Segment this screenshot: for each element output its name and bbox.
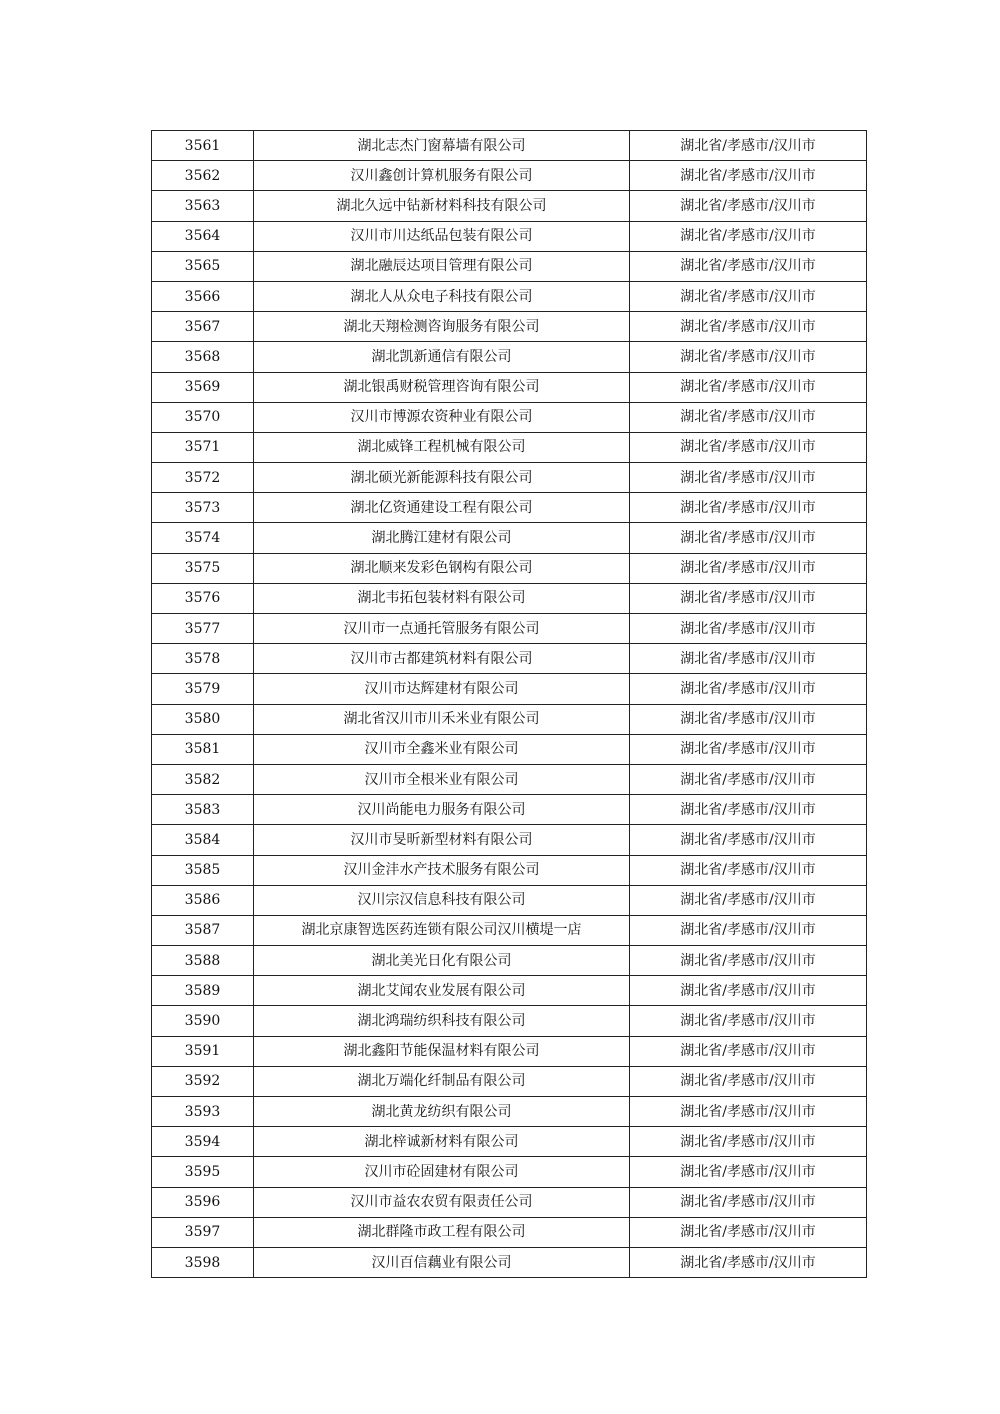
region-cell: 湖北省/孝感市/汉川市	[630, 221, 867, 251]
table-row	[152, 764, 867, 794]
region-cell: 湖北省/孝感市/汉川市	[630, 1247, 867, 1277]
company-name-cell: 汉川百信藕业有限公司	[254, 1247, 630, 1277]
table-row	[152, 1097, 867, 1127]
row-number-cell: 3565	[152, 251, 254, 281]
row-number-cell: 3593	[152, 1097, 254, 1127]
company-name-cell: 湖北亿资通建设工程有限公司	[254, 493, 630, 523]
row-number-cell: 3585	[152, 855, 254, 885]
row-number-cell: 3580	[152, 704, 254, 734]
company-name-cell: 湖北万端化纤制品有限公司	[254, 1066, 630, 1096]
company-name-cell: 湖北硕光新能源科技有限公司	[254, 463, 630, 493]
table-row	[152, 1127, 867, 1157]
company-name-cell: 湖北银禹财税管理咨询有限公司	[254, 372, 630, 402]
row-number-cell: 3589	[152, 976, 254, 1006]
region-cell: 湖北省/孝感市/汉川市	[630, 583, 867, 613]
region-cell: 湖北省/孝感市/汉川市	[630, 825, 867, 855]
table-row	[152, 885, 867, 915]
row-number-cell: 3566	[152, 281, 254, 311]
row-number-cell: 3590	[152, 1006, 254, 1036]
row-number-cell: 3562	[152, 161, 254, 191]
region-cell: 湖北省/孝感市/汉川市	[630, 915, 867, 945]
region-cell: 湖北省/孝感市/汉川市	[630, 1217, 867, 1247]
region-cell: 湖北省/孝感市/汉川市	[630, 764, 867, 794]
company-name-cell: 汉川市全鑫米业有限公司	[254, 734, 630, 764]
region-cell: 湖北省/孝感市/汉川市	[630, 342, 867, 372]
company-list-table	[151, 130, 867, 1278]
company-name-cell: 湖北腾江建材有限公司	[254, 523, 630, 553]
table-row	[152, 644, 867, 674]
company-name-cell: 湖北黄龙纺织有限公司	[254, 1097, 630, 1127]
region-cell: 湖北省/孝感市/汉川市	[630, 1066, 867, 1096]
table-row	[152, 281, 867, 311]
row-number-cell: 3574	[152, 523, 254, 553]
row-number-cell: 3598	[152, 1247, 254, 1277]
row-number-cell: 3561	[152, 131, 254, 161]
region-cell: 湖北省/孝感市/汉川市	[630, 1127, 867, 1157]
region-cell: 湖北省/孝感市/汉川市	[630, 885, 867, 915]
table-row	[152, 402, 867, 432]
region-cell: 湖北省/孝感市/汉川市	[630, 281, 867, 311]
company-name-cell: 湖北志杰门窗幕墙有限公司	[254, 131, 630, 161]
company-name-cell: 汉川市古都建筑材料有限公司	[254, 644, 630, 674]
table-row	[152, 674, 867, 704]
company-name-cell: 湖北艾闻农业发展有限公司	[254, 976, 630, 1006]
company-name-cell: 湖北人从众电子科技有限公司	[254, 281, 630, 311]
table-row	[152, 553, 867, 583]
table-row	[152, 825, 867, 855]
region-cell: 湖北省/孝感市/汉川市	[630, 191, 867, 221]
company-name-cell: 汉川市达辉建材有限公司	[254, 674, 630, 704]
row-number-cell: 3572	[152, 463, 254, 493]
company-name-cell: 湖北久远中钻新材料科技有限公司	[254, 191, 630, 221]
row-number-cell: 3591	[152, 1036, 254, 1066]
row-number-cell: 3563	[152, 191, 254, 221]
company-name-cell: 汉川鑫创计算机服务有限公司	[254, 161, 630, 191]
table-row	[152, 191, 867, 221]
table-row	[152, 161, 867, 191]
table-row	[152, 432, 867, 462]
company-name-cell: 汉川金沣水产技术服务有限公司	[254, 855, 630, 885]
row-number-cell: 3577	[152, 614, 254, 644]
table-row	[152, 734, 867, 764]
table-row	[152, 493, 867, 523]
company-name-cell: 汉川市博源农资种业有限公司	[254, 402, 630, 432]
company-name-cell: 湖北省汉川市川禾米业有限公司	[254, 704, 630, 734]
row-number-cell: 3592	[152, 1066, 254, 1096]
table-body	[152, 131, 867, 1278]
table-row	[152, 614, 867, 644]
row-number-cell: 3571	[152, 432, 254, 462]
region-cell: 湖北省/孝感市/汉川市	[630, 855, 867, 885]
row-number-cell: 3597	[152, 1217, 254, 1247]
table-row	[152, 372, 867, 402]
table-row	[152, 251, 867, 281]
region-cell: 湖北省/孝感市/汉川市	[630, 312, 867, 342]
region-cell: 湖北省/孝感市/汉川市	[630, 704, 867, 734]
row-number-cell: 3579	[152, 674, 254, 704]
region-cell: 湖北省/孝感市/汉川市	[630, 734, 867, 764]
region-cell: 湖北省/孝感市/汉川市	[630, 1157, 867, 1187]
row-number-cell: 3575	[152, 553, 254, 583]
region-cell: 湖北省/孝感市/汉川市	[630, 251, 867, 281]
region-cell: 湖北省/孝感市/汉川市	[630, 1187, 867, 1217]
table-row	[152, 583, 867, 613]
region-cell: 湖北省/孝感市/汉川市	[630, 976, 867, 1006]
region-cell: 湖北省/孝感市/汉川市	[630, 946, 867, 976]
company-name-cell: 汉川市旻昕新型材料有限公司	[254, 825, 630, 855]
table-row	[152, 221, 867, 251]
company-name-cell: 汉川尚能电力服务有限公司	[254, 795, 630, 825]
company-name-cell: 湖北融辰达项目管理有限公司	[254, 251, 630, 281]
row-number-cell: 3596	[152, 1187, 254, 1217]
table-row	[152, 704, 867, 734]
row-number-cell: 3588	[152, 946, 254, 976]
table-row	[152, 795, 867, 825]
row-number-cell: 3584	[152, 825, 254, 855]
table-row	[152, 946, 867, 976]
region-cell: 湖北省/孝感市/汉川市	[630, 553, 867, 583]
table-row	[152, 131, 867, 161]
row-number-cell: 3586	[152, 885, 254, 915]
company-name-cell: 汉川市川达纸品包装有限公司	[254, 221, 630, 251]
company-name-cell: 湖北群隆市政工程有限公司	[254, 1217, 630, 1247]
company-name-cell: 湖北鸿瑞纺织科技有限公司	[254, 1006, 630, 1036]
company-name-cell: 湖北凯新通信有限公司	[254, 342, 630, 372]
company-name-cell: 湖北鑫阳节能保温材料有限公司	[254, 1036, 630, 1066]
region-cell: 湖北省/孝感市/汉川市	[630, 493, 867, 523]
row-number-cell: 3581	[152, 734, 254, 764]
region-cell: 湖北省/孝感市/汉川市	[630, 161, 867, 191]
table-row	[152, 915, 867, 945]
table-row	[152, 1157, 867, 1187]
region-cell: 湖北省/孝感市/汉川市	[630, 614, 867, 644]
table-row	[152, 523, 867, 553]
region-cell: 湖北省/孝感市/汉川市	[630, 432, 867, 462]
company-name-cell: 湖北梓诚新材料有限公司	[254, 1127, 630, 1157]
row-number-cell: 3594	[152, 1127, 254, 1157]
row-number-cell: 3578	[152, 644, 254, 674]
company-name-cell: 汉川市益农农贸有限责任公司	[254, 1187, 630, 1217]
region-cell: 湖北省/孝感市/汉川市	[630, 674, 867, 704]
table-row	[152, 342, 867, 372]
table-row	[152, 976, 867, 1006]
row-number-cell: 3569	[152, 372, 254, 402]
region-cell: 湖北省/孝感市/汉川市	[630, 1036, 867, 1066]
row-number-cell: 3582	[152, 764, 254, 794]
company-name-cell: 湖北天翔检测咨询服务有限公司	[254, 312, 630, 342]
row-number-cell: 3564	[152, 221, 254, 251]
region-cell: 湖北省/孝感市/汉川市	[630, 795, 867, 825]
company-name-cell: 汉川市一点通托管服务有限公司	[254, 614, 630, 644]
company-name-cell: 汉川市全根米业有限公司	[254, 764, 630, 794]
region-cell: 湖北省/孝感市/汉川市	[630, 1006, 867, 1036]
row-number-cell: 3570	[152, 402, 254, 432]
table-row	[152, 312, 867, 342]
row-number-cell: 3568	[152, 342, 254, 372]
table-row	[152, 463, 867, 493]
table-row	[152, 855, 867, 885]
company-name-cell: 湖北韦拓包装材料有限公司	[254, 583, 630, 613]
region-cell: 湖北省/孝感市/汉川市	[630, 131, 867, 161]
region-cell: 湖北省/孝感市/汉川市	[630, 523, 867, 553]
company-name-cell: 湖北顺来发彩色钢构有限公司	[254, 553, 630, 583]
region-cell: 湖北省/孝感市/汉川市	[630, 644, 867, 674]
table-row	[152, 1187, 867, 1217]
region-cell: 湖北省/孝感市/汉川市	[630, 1097, 867, 1127]
row-number-cell: 3587	[152, 915, 254, 945]
table-row	[152, 1006, 867, 1036]
company-name-cell: 汉川市砼固建材有限公司	[254, 1157, 630, 1187]
region-cell: 湖北省/孝感市/汉川市	[630, 463, 867, 493]
table-row	[152, 1217, 867, 1247]
table-row	[152, 1036, 867, 1066]
row-number-cell: 3595	[152, 1157, 254, 1187]
company-name-cell: 湖北京康智选医药连锁有限公司汉川横堤一店	[254, 915, 630, 945]
company-name-cell: 湖北美光日化有限公司	[254, 946, 630, 976]
row-number-cell: 3576	[152, 583, 254, 613]
row-number-cell: 3583	[152, 795, 254, 825]
region-cell: 湖北省/孝感市/汉川市	[630, 372, 867, 402]
row-number-cell: 3567	[152, 312, 254, 342]
company-name-cell: 汉川宗汉信息科技有限公司	[254, 885, 630, 915]
table-row	[152, 1247, 867, 1277]
table-row	[152, 1066, 867, 1096]
region-cell: 湖北省/孝感市/汉川市	[630, 402, 867, 432]
row-number-cell: 3573	[152, 493, 254, 523]
company-name-cell: 湖北威锋工程机械有限公司	[254, 432, 630, 462]
